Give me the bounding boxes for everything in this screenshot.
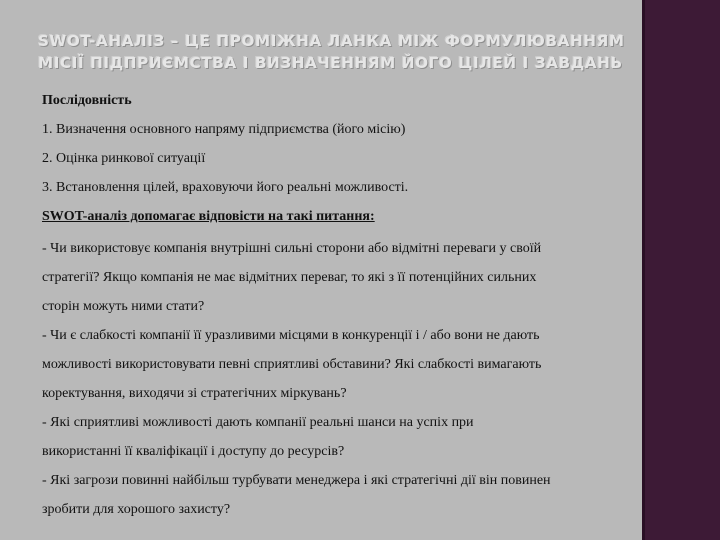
title-area — [0, 0, 640, 82]
content-text — [42, 90, 638, 524]
question-line: використанні її кваліфікації і доступу до ресурсів? — [42, 444, 345, 459]
question-line: сторін можуть ними стати? — [42, 299, 205, 314]
question-line: зробити для хорошого захисту? — [42, 502, 231, 517]
step-3: 3. Встановлення цілей, враховуючи його реальні можливості. — [42, 180, 409, 195]
question-line: коректування, виходячи зі стратегічних міркувань? — [42, 386, 347, 401]
step-2: 2. Оцінка ринкової ситуації — [42, 151, 206, 166]
slide-title-line-2: МІСІЇ ПІДПРИЄМСТВА І ВИЗНАЧЕННЯМ ЙОГО ЦІЛЕЙ І ЗАВДАНЬ — [38, 54, 623, 72]
swot-heading: SWOT-аналіз допомагає відповісти на такі питання: — [42, 209, 375, 224]
accent-sidebar — [642, 0, 720, 540]
question-line: - Які загрози повинні найбільш турбувати менеджера і які стратегічні дії він повинен — [42, 473, 551, 488]
content-area — [30, 84, 636, 540]
question-line: стратегії? Якщо компанія не має відмітних переваг, то які з її потенційних сильних — [42, 270, 537, 285]
question-line: можливості використовувати певні сприятливі обставини? Які слабкості вимагають — [42, 357, 542, 372]
question-line: - Які сприятливі можливості дають компанії реальні шанси на успіх при — [42, 415, 474, 430]
question-line: - Чи є слабкості компанії її уразливими місцями в конкуренції і / або вони не дають — [42, 328, 540, 343]
step-1: 1. Визначення основного напряму підприємства (його місію) — [42, 122, 406, 137]
sequence-heading: Послідовність — [42, 93, 132, 108]
slide-title — [38, 30, 628, 74]
question-line: - Чи використовує компанія внутрішні сильні сторони або відмітні переваги у своїй — [42, 241, 542, 256]
slide-title-line-1: SWOT-АНАЛІЗ – ЦЕ ПРОМІЖНА ЛАНКА МІЖ ФОРМУЛЮВАННЯМ — [38, 32, 625, 50]
